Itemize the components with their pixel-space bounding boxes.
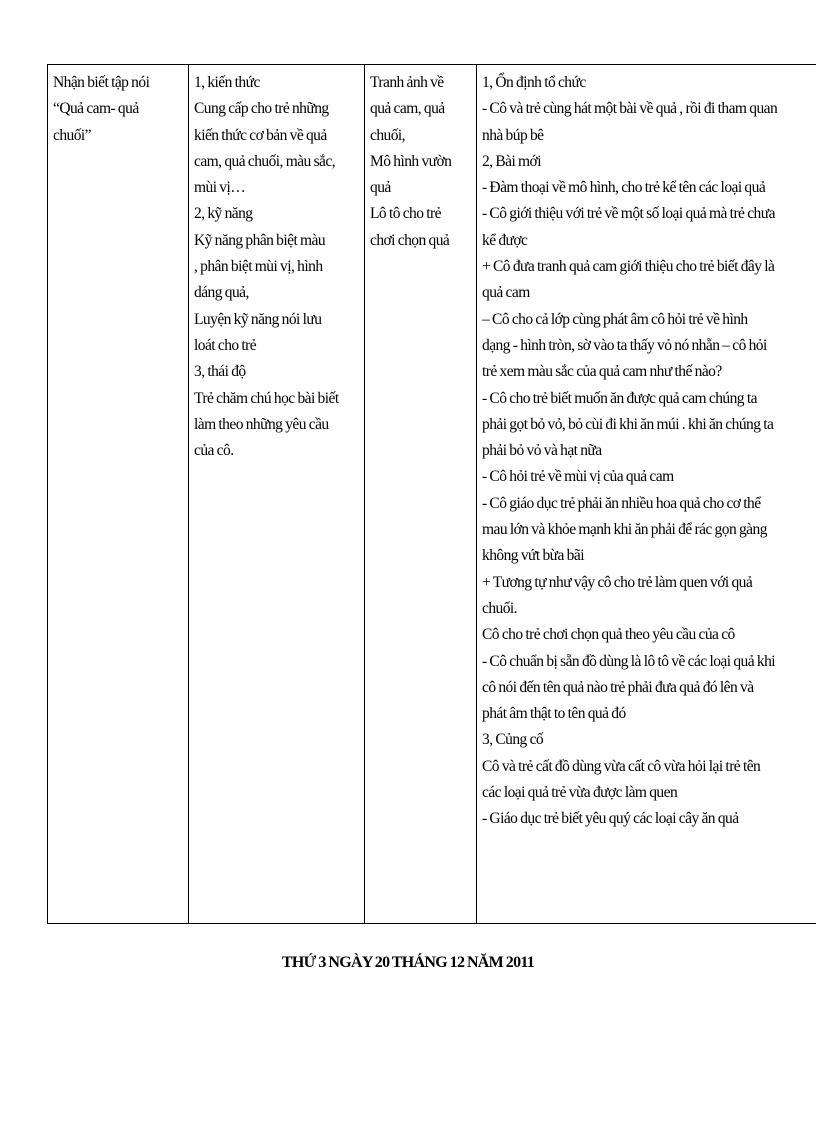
- cell-text-line: trẻ xem màu sắc của quả cam như thế nào?: [482, 363, 722, 381]
- cell-text-line: Cô và trẻ cất đồ dùng vừa cất cô vừa hỏi lại trẻ tên: [482, 757, 761, 775]
- cell-text-line: - Cô và trẻ cùng hát một bài về quả , rồi đi tham quan: [482, 100, 778, 118]
- cell-text-line: phát âm thật to tên quả đó: [482, 705, 626, 723]
- cell-text-line: các loại quả trẻ vừa được làm quen: [482, 784, 678, 802]
- cell-text-line: kiến thức cơ bản về quả: [194, 126, 327, 144]
- cell-text-line: Mô hình vườn: [370, 152, 452, 170]
- objectives-cell: [189, 65, 365, 924]
- cell-text-line: - Cô chuẩn bị sẵn đồ dùng là lô tô về các loại quả khi: [482, 652, 776, 670]
- cell-text-line: + Cô đưa tranh quả cam giới thiệu cho trẻ biết đây là: [482, 258, 775, 276]
- cell-text-line: 1, kiến thức: [194, 74, 260, 91]
- cell-text-line: quả: [370, 179, 391, 197]
- cell-text-line: - Cô cho trẻ biết muốn ăn được quả cam chúng ta: [482, 389, 757, 407]
- cell-text-line: “Quả cam- quả: [53, 100, 139, 118]
- cell-text-line: 3, thái độ: [194, 363, 246, 381]
- cell-text-line: - Cô hỏi trẻ về mùi vị của quả cam: [482, 468, 674, 486]
- cell-text-line: - Cô giáo dục trẻ phải ăn nhiều hoa quả cho cơ thể: [482, 494, 761, 512]
- cell-text-line: Tranh ảnh về: [370, 74, 444, 91]
- table-row: [48, 65, 816, 924]
- cell-text-line: Nhận biết tập nói: [53, 74, 150, 91]
- cell-text-line: Trẻ chăm chú học bài biết: [194, 389, 339, 407]
- cell-text-line: Cô cho trẻ chơi chọn quả theo yêu cầu của cô: [482, 626, 735, 644]
- cell-text-line: – Cô cho cả lớp cùng phát âm cô hỏi trẻ về hình: [482, 310, 748, 328]
- cell-text-line: chuối”: [53, 126, 92, 144]
- cell-text-line: Lô tô cho trẻ: [370, 205, 441, 223]
- procedure-cell: [477, 65, 816, 924]
- materials-cell: [365, 65, 477, 924]
- cell-text-line: kể được: [482, 231, 528, 249]
- cell-text-line: dạng - hình tròn, sờ vào ta thấy vỏ nó nhẵn – cô hỏi: [482, 336, 767, 354]
- cell-text-line: Cung cấp cho trẻ những: [194, 100, 329, 118]
- cell-text-line: phải bỏ vỏ và hạt nữa: [482, 442, 602, 460]
- cell-text-line: quả cam: [482, 284, 530, 302]
- cell-text-line: làm theo những yêu cầu: [194, 415, 329, 433]
- cell-text-line: , phân biệt mùi vị, hình: [194, 258, 323, 276]
- cell-text-line: + Tương tự như vậy cô cho trẻ làm quen với quả: [482, 573, 753, 591]
- cell-text-line: - Cô giới thiệu với trẻ về một số loại quả mà trẻ chưa: [482, 205, 775, 223]
- cell-text-line: cam, quả chuối, màu sắc,: [194, 152, 336, 170]
- cell-text-line: loát cho trẻ: [194, 336, 257, 354]
- cell-text-line: 1, Ổn định tổ chức: [482, 74, 586, 91]
- cell-text-line: Luyện kỹ năng nói lưu: [194, 310, 322, 328]
- cell-text-line: - Giáo dục trẻ biết yêu quý các loại cây ăn quả: [482, 810, 739, 828]
- cell-text-line: mau lớn và khỏe mạnh khi ăn phải để rác gọn gàng: [482, 521, 767, 539]
- cell-text-line: chuối,: [370, 126, 406, 144]
- cell-text-line: mùi vị…: [194, 179, 246, 197]
- cell-text-line: của cô.: [194, 442, 234, 460]
- cell-text-line: chơi chọn quả: [370, 231, 450, 249]
- date-heading: THỨ 3 NGÀY 20 THÁNG 12 NĂM 2011: [281, 954, 535, 971]
- cell-text-line: 2, Bài mới: [482, 152, 541, 170]
- cell-text-line: phải gọt bỏ vỏ, bỏ cùi đi khi ăn múi . khi ăn chúng ta: [482, 415, 774, 433]
- cell-text-line: dáng quả,: [194, 284, 249, 302]
- lesson-plan-table: [47, 64, 816, 924]
- cell-text-line: không vứt bừa bãi: [482, 547, 584, 565]
- cell-text-line: 3, Củng cố: [482, 731, 544, 749]
- cell-text-line: 2, kỹ năng: [194, 205, 253, 223]
- cell-text-line: quả cam, quả: [370, 100, 445, 118]
- cell-text-line: nhà búp bê: [482, 126, 544, 144]
- cell-text-line: - Đàm thoại về mô hình, cho trẻ kể tên các loại quả: [482, 179, 766, 197]
- cell-text-line: cô nói đến tên quả nào trẻ phải đưa quả đó lên và: [482, 678, 754, 696]
- cell-text-line: Kỹ năng phân biệt màu: [194, 231, 326, 249]
- cell-text-line: chuối.: [482, 599, 518, 617]
- activity-name-cell: [48, 65, 189, 924]
